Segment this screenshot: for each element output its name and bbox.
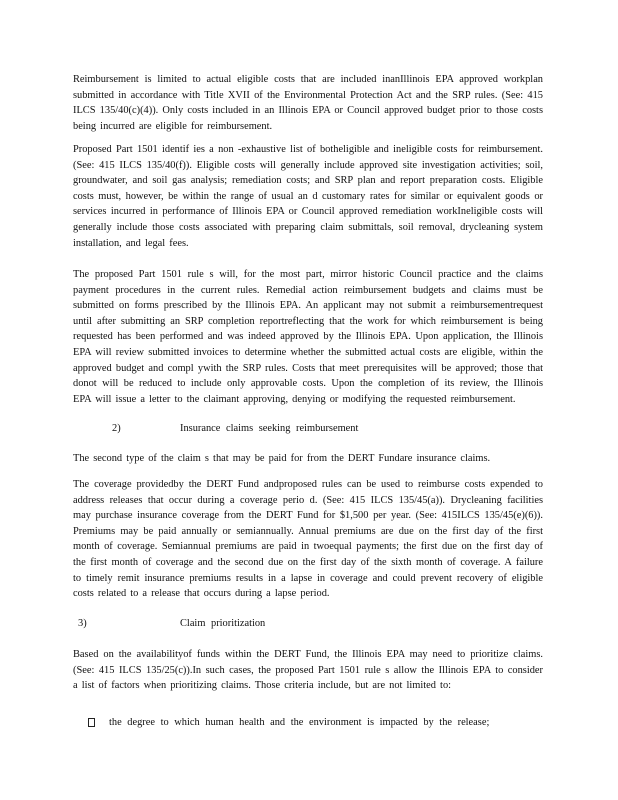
paragraph-insurance-claims-type: The second type of the claim s that may be paid for from the DERT Fundare insurance claims. [73, 453, 491, 464]
section-number: 2) [112, 423, 121, 434]
paragraph-claims-procedures: The proposed Part 1501 rule s will, for the most part, mirror historic Council practice and the claims payment procedures in the current rules. Remedial action reimbursement budgets and claims must be submitted on forms prescribed by the Illinois EPA. An applicant may not submit a reimbursementrequest until after submitting an SRP completion reportreflecting that the work for which reimbursement is being requested has been performed and was indeed approved by the Illinois EPA. Upon application, the Illinois EPA will review submitted invoices to determine whether the submitted actual costs are eligible, within the approved budget and compl ywith the SRP rules. Costs that meet prerequisites will be approved; those that donot will be reduced to include only approvable costs. Upon the completion of its review, the Illinois EPA will issue a letter to the claimant approving, denying or modifying the requested reimbursement. [73, 269, 543, 405]
paragraph-eligible-costs: Proposed Part 1501 identif ies a non -exhaustive list of botheligible and ineligible costs for reimbursement. (See: 415 ILCS 135/40(f)). Eligible costs will generally include approved site investigation activities; soil, groundwater, and soil gas analysis; remediation costs; and SRP plan and report preparation costs. Eligible costs must, however, be within the range of usual an d customary rates for similar or equivalent goods or services incurred in performance of Illinois EPA or Council approved remediation workIneligible costs will generally include those costs associated with preparing claim submittals, soil removal, drycleaning system installation, and legal fees. [73, 144, 543, 249]
paragraph-reimbursement-limits: Reimbursement is limited to actual eligible costs that are included inanIllinois EPA approved workplan submitted in accordance with Title XVII of the Environmental Protection Act and the SRP rules. (See: 415 ILCS 135/40(c)(4)). Only costs included in an Illinois EPA or Council approved budget prior to those costs being incurred are eligible for reimbursement. [73, 74, 543, 132]
section-heading-claim-prioritization [78, 616, 378, 632]
bullet-box-icon [88, 718, 95, 727]
paragraph-prioritization-criteria: Based on the availabilityof funds within the DERT Fund, the Illinois EPA may need to prioritize claims. (See: 415 ILCS 135/25(c)).In such cases, the proposed Part 1501 rule s allow the Illinois EPA to consider a list of factors when prioritizing claims. Those criteria include, but are not limited to: [73, 649, 543, 692]
list-item-text: the degree to which human health and the environment is impacted by the release; [109, 717, 490, 728]
section-title: Claim prioritization [180, 618, 266, 629]
section-number: 3) [78, 618, 87, 629]
list-item [88, 715, 548, 731]
section-title: Insurance claims seeking reimbursement [180, 423, 359, 434]
section-heading-insurance-claims [112, 421, 412, 437]
paragraph-coverage-premiums: The coverage providedby the DERT Fund andproposed rules can be used to reimburse costs expended to address releases that occur during a coverage perio d. (See: 415 ILCS 135/45(a)). Drycleaning facilities may purchase insurance coverage from the DERT Fund for $1,500 per year. (See: 415ILCS 135/45(e)(6)). Premiums may be paid annually or semiannually. Annual premiums are due on the first day of the first month of coverage. Semiannual premiums are paid in twoequal payments; the first due on the first day of the first month of coverage and the second due on the first day of the sixth month of coverage. A failure to timely remit insurance premiums results in a lapse in coverage and could prevent recovery of eligible costs related to a release that occurs during a lapse period. [73, 479, 543, 600]
